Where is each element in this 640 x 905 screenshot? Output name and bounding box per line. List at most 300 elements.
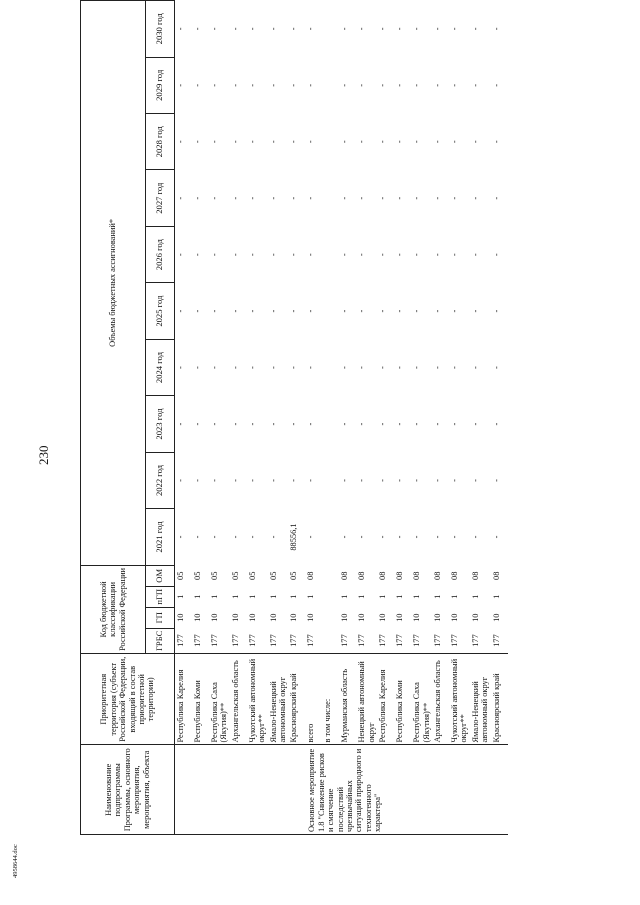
row-name-cell: Основное мероприятие 1.8 "Снижение рисков и смягчение последствий чрезвычайных ситуаций природного и техногенного характера" [305,745,507,835]
row-name-cell [175,745,306,835]
code-cell: 177 [395,634,405,647]
territory-cell: Республика Саха (Якутия)** [209,654,230,745]
value-cell: - [491,83,501,87]
value-cell: - [247,196,257,200]
code-cell: 177 [176,634,185,647]
value-cell: - [268,366,278,369]
table-row [288,1,305,835]
value-cell: - [230,309,240,313]
value-cell: - [193,535,202,539]
code-cell: 05 [230,571,240,580]
value-cell: - [395,422,405,426]
value-cell: - [470,253,480,257]
table-row [192,1,209,835]
value-cell: - [412,140,422,144]
code-cell: 177 [289,634,299,647]
value-cell: - [176,535,185,539]
value-cell: - [289,196,299,200]
code-cell: 1 [395,594,405,599]
code-cell: 08 [357,571,367,580]
value-cell: - [210,535,219,539]
code-cell [322,607,339,628]
value-cell: - [470,196,480,200]
value-cell: - [176,27,185,31]
code-cell: 177 [230,634,240,647]
value-cell [322,339,339,395]
value-cell: - [378,535,388,539]
value-cell: - [230,366,240,369]
value-cell: - [357,253,367,257]
value-cell: - [378,366,388,369]
value-cell: - [306,422,316,426]
value-cell: - [491,140,501,144]
value-cell: - [412,309,422,313]
table-row [339,1,356,835]
table-header [81,1,175,835]
territory-cell: Чукотский автономный округ** [449,654,470,745]
value-cell: - [491,422,501,426]
territory-cell: Чукотский автономный округ** [247,654,268,745]
value-cell: - [378,196,388,200]
code-cell: 10 [433,613,443,622]
territory-cell: Ямало-Ненецкий автономный округ [470,654,491,745]
value-cell: - [193,253,202,257]
value-cell: - [230,479,240,482]
value-cell: - [450,253,460,257]
code-cell: 177 [412,634,422,647]
value-cell: - [470,422,480,426]
table-row [209,1,230,835]
code-cell: 177 [491,634,501,647]
value-cell: - [433,27,443,31]
code-cell: 08 [378,571,388,580]
value-cell: - [491,309,501,313]
value-cell: - [470,140,480,144]
value-cell: - [378,140,388,144]
value-cell: - [357,140,367,144]
code-cell: 1 [491,594,501,599]
value-cell: - [247,422,257,426]
value-cell: - [306,479,316,482]
value-cell [322,396,339,452]
territory-cell: Республика Карелия [377,654,394,745]
code-cell [322,628,339,653]
code-cell: 1 [306,594,316,599]
value-cell: - [340,83,350,87]
code-cell: 10 [340,613,350,622]
value-cell: - [247,479,257,482]
value-cell: - [378,253,388,257]
value-cell: - [340,196,350,200]
value-cell: - [395,479,405,482]
value-cell: - [450,140,460,144]
value-cell: - [412,27,422,31]
value-cell: - [230,253,240,257]
value-cell: - [450,535,460,539]
code-cell: 177 [247,634,257,647]
table-row [247,1,268,835]
value-cell: - [268,309,278,313]
value-cell: - [395,83,405,87]
value-cell: - [357,535,367,539]
value-cell: 88556,1 [289,523,299,551]
table-row [268,1,289,835]
value-cell: - [395,366,405,369]
value-cell: - [378,422,388,426]
footer-code-text: 4958644.doc [12,844,19,878]
value-cell: - [395,253,405,257]
territory-cell: Ямало-Ненецкий автономный округ [268,654,289,745]
table-row [175,1,193,835]
code-cell: 10 [491,613,501,622]
value-cell: - [340,253,350,257]
value-cell: - [378,309,388,313]
territory-cell: Республика Саха (Якутия)** [411,654,432,745]
header-code-2: пГП [146,586,175,607]
value-cell: - [176,422,185,426]
value-cell: - [210,309,219,313]
table-row [491,1,508,835]
value-cell: - [176,479,185,482]
code-cell: 177 [433,634,443,647]
table-row [432,1,449,835]
value-cell: - [357,422,367,426]
code-cell: 1 [268,594,278,599]
code-cell: 08 [450,571,460,580]
value-cell: - [306,140,316,144]
value-cell: - [176,309,185,313]
value-cell: - [289,140,299,144]
value-cell: - [230,83,240,87]
code-cell: 177 [378,634,388,647]
code-cell: 10 [210,613,219,622]
value-cell: - [357,309,367,313]
value-cell: - [210,196,219,200]
code-cell: 1 [176,594,185,599]
territory-cell: Архангельская область [230,654,247,745]
header-year-0: 2021 год [146,509,175,566]
value-cell [322,1,339,58]
value-cell: - [450,479,460,482]
value-cell: - [289,309,299,313]
value-cell [322,170,339,226]
value-cell [322,509,339,566]
value-cell: - [340,309,350,313]
value-cell: - [357,366,367,369]
code-cell: 05 [247,571,257,580]
value-cell: - [450,366,460,369]
header-year-1: 2022 год [146,452,175,508]
value-cell: - [412,196,422,200]
code-cell: 10 [230,613,240,622]
value-cell: - [176,140,185,144]
code-cell: 08 [491,571,501,580]
table-row [356,1,377,835]
value-cell: - [357,479,367,482]
code-cell: 1 [470,594,480,599]
value-cell: - [412,83,422,87]
value-cell: - [230,422,240,426]
value-cell: - [340,140,350,144]
value-cell: - [357,83,367,87]
value-cell: - [306,83,316,87]
value-cell: - [433,83,443,87]
territory-cell: Мурманская область [339,654,356,745]
value-cell: - [193,422,202,426]
code-cell: 05 [210,571,219,580]
code-cell: 1 [412,594,422,599]
value-cell: - [470,83,480,87]
value-cell: - [306,366,316,369]
value-cell: - [450,196,460,200]
value-cell: - [176,83,185,87]
value-cell: - [268,479,278,482]
header-year-6: 2027 год [146,170,175,226]
header-code-0: ГРБС [146,628,175,653]
value-cell: - [357,196,367,200]
value-cell: - [378,479,388,482]
code-cell: 08 [433,571,443,580]
value-cell: - [470,27,480,31]
value-cell: - [289,422,299,426]
value-cell: - [306,309,316,313]
territory-cell: Республика Карелия [175,654,193,745]
value-cell: - [193,366,202,369]
code-cell: 10 [176,613,185,622]
value-cell: - [247,535,257,539]
header-year-7: 2028 год [146,114,175,170]
value-cell: - [450,83,460,87]
value-cell: - [210,479,219,482]
value-cell: - [247,253,257,257]
code-cell: 1 [230,594,240,599]
value-cell [322,114,339,170]
code-cell: 177 [450,634,460,647]
value-cell: - [433,366,443,369]
value-cell: - [210,27,219,31]
table-body [175,1,508,835]
value-cell: - [193,479,202,482]
value-cell: - [433,479,443,482]
value-cell [322,226,339,282]
value-cell: - [210,366,219,369]
page-number: 230 [36,445,51,465]
header-year-3: 2024 год [146,339,175,395]
code-cell: 05 [289,571,299,580]
code-cell: 10 [357,613,367,622]
code-cell: 10 [193,613,202,622]
value-cell: - [433,535,443,539]
code-cell: 177 [470,634,480,647]
code-cell: 10 [268,613,278,622]
code-cell: 05 [268,571,278,580]
value-cell: - [268,253,278,257]
value-cell: - [340,479,350,482]
value-cell: - [176,253,185,257]
code-cell: 1 [193,594,202,599]
code-cell: 1 [340,594,350,599]
code-cell: 10 [412,613,422,622]
code-cell: 1 [247,594,257,599]
header-year-9: 2030 год [146,1,175,58]
value-cell: - [340,422,350,426]
code-cell: 08 [340,571,350,580]
value-cell: - [247,140,257,144]
header-year-4: 2025 год [146,283,175,339]
value-cell: - [210,253,219,257]
value-cell: - [306,196,316,200]
territory-cell: Республика Коми [394,654,411,745]
value-cell: - [230,535,240,539]
value-cell: - [470,479,480,482]
value-cell: - [247,83,257,87]
value-cell: - [340,535,350,539]
value-cell: - [470,309,480,313]
header-code-3: ОМ [146,565,175,586]
value-cell: - [306,253,316,257]
header-year-2: 2023 год [146,396,175,452]
value-cell: - [268,140,278,144]
value-cell: - [268,535,278,539]
value-cell: - [210,422,219,426]
value-cell: - [268,422,278,426]
code-cell: 10 [247,613,257,622]
header-year-5: 2026 год [146,226,175,282]
value-cell: - [395,535,405,539]
value-cell: - [470,535,480,539]
code-cell: 10 [450,613,460,622]
value-cell: - [433,309,443,313]
table-row [377,1,394,835]
value-cell: - [395,27,405,31]
value-cell: - [176,366,185,369]
value-cell: - [230,27,240,31]
value-cell: - [176,196,185,200]
value-cell [322,283,339,339]
value-cell: - [306,27,316,31]
value-cell: - [193,27,202,31]
value-cell: - [433,253,443,257]
code-cell: 177 [210,634,219,647]
code-cell: 1 [357,594,367,599]
code-cell: 10 [306,613,316,622]
code-cell: 08 [395,571,405,580]
value-cell: - [412,366,422,369]
value-cell: - [395,140,405,144]
value-cell: - [193,140,202,144]
code-cell: 08 [470,571,480,580]
header-name-column: Наименование подпрограммы Программы, основного мероприятия, мероприятия, объекта [81,745,175,835]
code-cell: 10 [289,613,299,622]
code-cell: 1 [433,594,443,599]
code-cell: 08 [306,571,316,580]
value-cell: - [357,27,367,31]
header-budget-group: Объемы бюджетных ассигнований* [81,1,146,566]
value-cell: - [412,253,422,257]
value-cell [322,452,339,508]
code-cell: 1 [378,594,388,599]
value-cell: - [378,27,388,31]
header-code-1: ГП [146,607,175,628]
value-cell: - [433,140,443,144]
table-row [322,1,339,835]
header-territory-column: Приоритетная территория (субъект Российской Федерации, входящий в состав приоритетной территории) [81,654,175,745]
code-cell: 10 [378,613,388,622]
value-cell: - [412,422,422,426]
code-cell: 10 [395,613,405,622]
value-cell: - [230,140,240,144]
value-cell: - [268,83,278,87]
budget-table [80,0,508,835]
code-cell [322,586,339,607]
table-row [411,1,432,835]
code-cell: 177 [306,634,316,647]
value-cell: - [289,27,299,31]
code-cell: 1 [210,594,219,599]
value-cell: - [491,479,501,482]
value-cell: - [450,27,460,31]
value-cell: - [289,83,299,87]
value-cell: - [289,479,299,482]
value-cell: - [193,309,202,313]
territory-cell: в том числе: [322,654,339,745]
value-cell: - [395,309,405,313]
value-cell: - [378,83,388,87]
code-cell: 177 [268,634,278,647]
table-row [305,1,322,835]
code-cell: 1 [289,594,299,599]
value-cell: - [433,196,443,200]
value-cell: - [412,479,422,482]
value-cell: - [289,253,299,257]
value-cell: - [491,366,501,369]
value-cell: - [268,196,278,200]
value-cell: - [289,366,299,369]
value-cell: - [210,140,219,144]
value-cell: - [210,83,219,87]
territory-cell: всего [305,654,322,745]
territory-cell: Архангельская область [432,654,449,745]
value-cell: - [450,309,460,313]
value-cell: - [412,535,422,539]
value-cell: - [306,535,316,539]
territory-cell: Ненецкий автономный округ [356,654,377,745]
value-cell: - [491,253,501,257]
value-cell: - [450,422,460,426]
footer-doc-code [12,844,19,878]
value-cell: - [193,196,202,200]
value-cell: - [247,309,257,313]
code-cell: 1 [450,594,460,599]
table-row [394,1,411,835]
code-cell: 05 [193,571,202,580]
code-cell: 08 [412,571,422,580]
value-cell: - [491,196,501,200]
value-cell: - [230,196,240,200]
value-cell [322,57,339,113]
territory-cell: Республика Коми [192,654,209,745]
value-cell: - [193,83,202,87]
header-year-8: 2029 год [146,57,175,113]
code-cell: 177 [357,634,367,647]
header-code-group: Код бюджетной классификации Российской Федерации [81,565,146,653]
value-cell: - [247,366,257,369]
value-cell: - [491,27,501,31]
code-cell: 10 [470,613,480,622]
table-row [230,1,247,835]
value-cell: - [470,366,480,369]
table-row [470,1,491,835]
